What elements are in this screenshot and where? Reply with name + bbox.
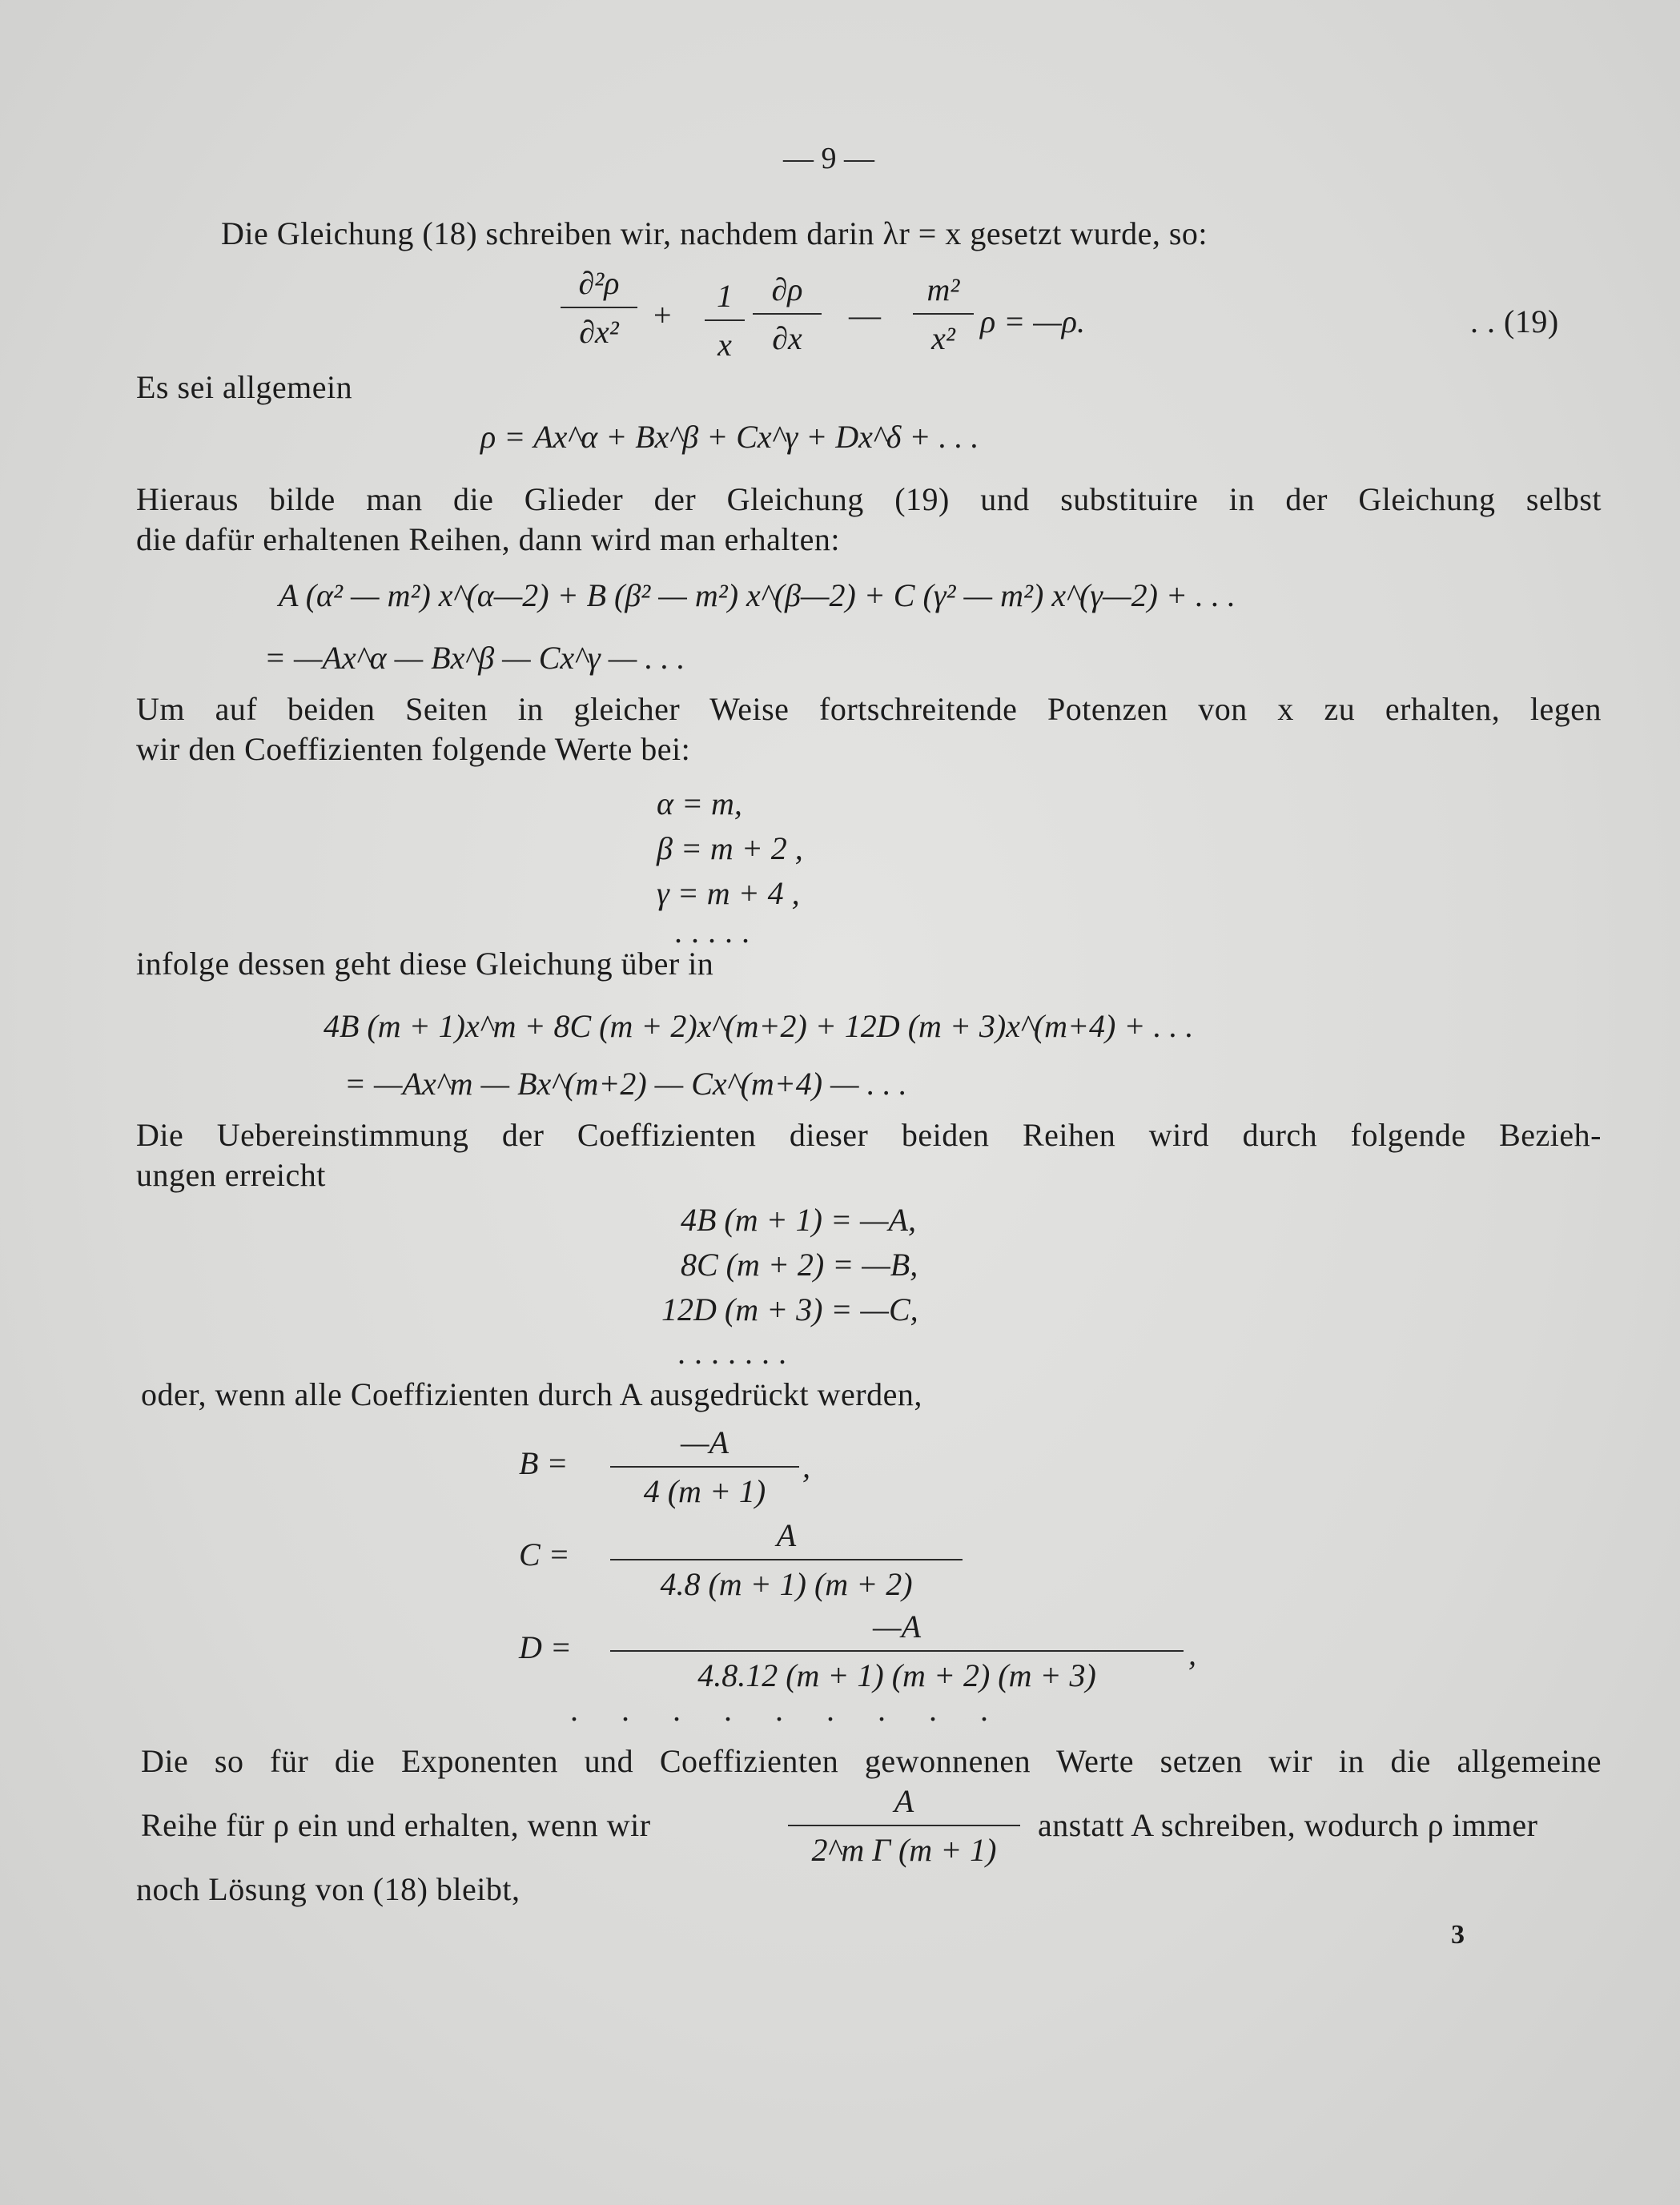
es-sei-text: Es sei allgemein <box>136 369 353 405</box>
eq19-minus: — <box>849 297 881 333</box>
ueber-line1: Die Uebereinstimmung der Coeffizienten dieser beiden Reihen wird durch folgende Bezieh- <box>136 1117 1602 1153</box>
eq19-plus: + <box>653 297 672 333</box>
signature-mark: 3 <box>1451 1920 1465 1950</box>
infolge-text: infolge dessen geht diese Gleichung über in <box>136 946 714 982</box>
value-alpha: α = m, <box>657 785 742 821</box>
page-number: — 9 — <box>783 142 874 175</box>
eq19-term2: 1 x <box>705 277 745 363</box>
um-line1: Um auf beiden Seiten in gleicher Weise fortschreitende Potenzen von x zu erhalten, legen <box>136 691 1602 727</box>
subst-line2: = —Ax^α — Bx^β — Cx^γ — . . . <box>264 640 685 676</box>
series-rho: ρ = Ax^α + Bx^β + Cx^γ + Dx^δ + . . . <box>480 419 979 455</box>
hieraus-line1: Hieraus bilde man die Glieder der Gleichung (19) und substituire in der Gleichung selbst <box>136 481 1602 517</box>
oder-text: oder, wenn alle Coeffizienten durch A ausgedrückt werden, <box>141 1376 922 1412</box>
final-line2b: anstatt A schreiben, wodurch ρ immer <box>1038 1807 1538 1843</box>
series-m-line2: = —Ax^m — Bx^(m+2) — Cx^(m+4) — . . . <box>344 1066 907 1102</box>
eq19-label: . . (19) <box>1470 303 1559 339</box>
series-m-line1: 4B (m + 1)x^m + 8C (m + 2)x^(m+2) + 12D (m + 3)x^(m+4) + . . . <box>324 1008 1194 1044</box>
eq19-term4: m² x² <box>913 271 974 357</box>
relation-1: 4B (m + 1) = —A, <box>681 1202 916 1238</box>
dots-row: . . . . . . . . . <box>570 1692 1006 1728</box>
final-line1: Die so für die Exponenten und Coeffizienten gewonnenen Werte setzen wir in die allgemeine <box>141 1743 1602 1779</box>
eq19-term3: ∂ρ ∂x <box>753 271 822 357</box>
value-dots: . . . . . <box>674 914 750 950</box>
value-beta: β = m + 2 , <box>657 830 803 866</box>
relation-2: 8C (m + 2) = —B, <box>681 1247 918 1283</box>
eq19-term1: ∂²ρ ∂x² <box>561 264 637 351</box>
um-line2: wir den Coeffizienten folgende Werte bei: <box>136 731 691 767</box>
relation-dots: . . . . . . . <box>677 1335 787 1371</box>
document-page: — 9 — Die Gleichung (18) schreiben wir, nachdem darin λr = x gesetzt wurde, so: ∂²ρ ∂x² + 1 x ∂ρ ∂x — m² x² ρ = —ρ. . . (19) Es sei allgemein ρ = Ax^α + Bx^β + Cx^γ + Dx^δ + . . . Hieraus bilde man die Glieder der Gleichung (19) und substituire in der Gleichung selbst die dafür erhaltenen Reihen, dann wird man erhalten: A (α² — m²) x^(α—2) + B (β² — m²) x^(β—2) + C (γ² — m²) x^(γ—2) + . . . = —Ax^α — Bx^β — Cx^γ — . . . Um auf beiden Seiten in gleicher Weise fortschreitende Potenzen von x zu erhalten, legen wir den Coeffizienten folgende Werte bei: α = m, β = m + 2 , γ = m + 4 , . . . . . infolge dessen geht diese Gleichung über in 4B (m + 1)x^m + 8C (m + 2)x^(m+2) + 12D (m + 3)x^(m+4) + . . . = —Ax^m — Bx^(m+2) — Cx^(m+4) — . . . Die Uebereinstimmung der Coeffizienten dieser beiden Reihen wird durch folgende Bezieh- ungen erreicht 4B (m + 1) = —A, 8C (m + 2) = —B, 12D (m + 3) = —C, . . . . . . . oder, wenn alle Coeffizienten durch A ausgedrückt werden, B = —A 4 (m + 1) , C = A 4.8 (m + 1) (m + 2) D = —A 4.8.12 (m + 1) (m + 2) (m + 3) , . . . . . . . . . Die so für die Exponenten und Coeffizienten gewonnenen Werte setzen wir in die allgemeine Reihe für ρ ein und erhalten, wenn wir A 2^m Γ (m + 1) anstatt A schreiben, wodurch ρ immer noch Lösung von (18) bleibt, 3 <box>0 0 1680 2205</box>
final-line2a: Reihe für ρ ein und erhalten, wenn wir <box>141 1807 651 1843</box>
relation-3: 12D (m + 3) = —C, <box>661 1291 918 1327</box>
ueber-line2: ungen erreicht <box>136 1157 326 1193</box>
hieraus-line2: die dafür erhaltenen Reihen, dann wird man erhalten: <box>136 521 840 557</box>
final-line3: noch Lösung von (18) bleibt, <box>136 1871 520 1907</box>
eq19-tail: ρ = —ρ. <box>980 303 1085 339</box>
final-fraction: A 2^m Γ (m + 1) <box>788 1782 1020 1869</box>
intro-text: Die Gleichung (18) schreiben wir, nachdem darin λr = x gesetzt wurde, so: <box>221 215 1208 251</box>
value-gamma: γ = m + 4 , <box>657 875 800 911</box>
subst-line1: A (α² — m²) x^(α—2) + B (β² — m²) x^(β—2) + C (γ² — m²) x^(γ—2) + . . . <box>279 577 1236 613</box>
